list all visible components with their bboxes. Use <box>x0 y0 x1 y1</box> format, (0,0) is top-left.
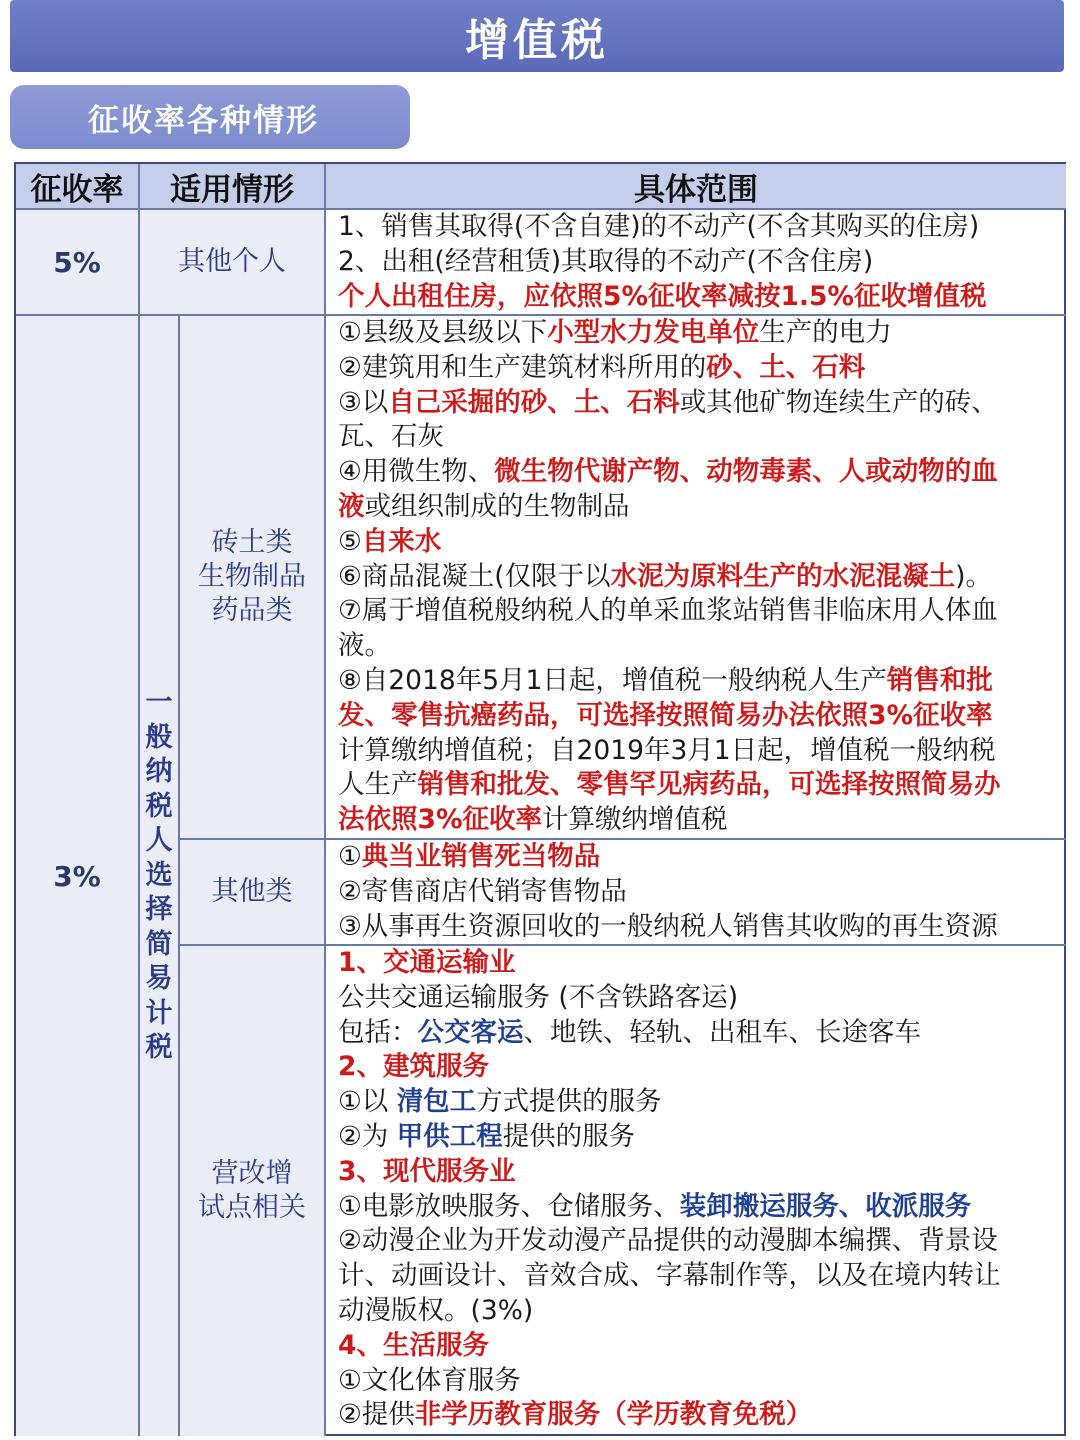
scope-text: 公共交通运输服务 (不含铁路客运) <box>338 981 739 1013</box>
scope-line <box>338 280 1062 315</box>
highlight-text: 非学历教育服务（学历教育免税） <box>414 1399 813 1431</box>
scope-text: 液。 <box>338 630 391 662</box>
rate-5-cell <box>16 210 140 316</box>
page-title: 增值税 <box>465 15 609 66</box>
header-scope: 具体范围 <box>326 164 1066 210</box>
scope-line <box>338 875 1062 910</box>
scope-line <box>338 1016 1062 1051</box>
section-title: 征收率各种情形 <box>88 102 319 139</box>
highlight-text: 微生物代谢产物、动物毒素、人或动物的血 <box>494 456 998 488</box>
scope-line <box>338 1085 1062 1120</box>
scope-line <box>338 1294 1062 1329</box>
scope-line <box>338 1364 1062 1399</box>
highlight-text: 个人出租住房，应依照5%征收率减按1.5%征收增值税 <box>338 280 987 312</box>
scope-vat-reform-cell <box>326 946 1066 1436</box>
scope-line <box>338 455 1062 490</box>
scope-text: ⑤ <box>338 525 362 557</box>
scope-5-cell <box>326 210 1066 316</box>
scope-text: )。 <box>955 560 992 592</box>
scope-text: ③从事再生资源回收的一般纳税人销售其收购的再生资源 <box>338 910 998 942</box>
scope-line <box>338 386 1062 421</box>
scope-text: ③以 <box>338 386 389 418</box>
section-tab <box>10 85 410 149</box>
scope-line <box>338 1329 1062 1364</box>
scope-text: 方式提供的服务 <box>476 1086 662 1118</box>
scope-text: ⑦属于增值税般纳税人的单采血浆站销售非临床用人体血 <box>338 595 998 627</box>
scope-text: ②寄售商店代销寄售物品 <box>338 875 627 907</box>
highlight-text: 发、零售抗癌药品，可选择按照简易办法依照3%征收率 <box>338 699 993 731</box>
highlight-text: 清包工 <box>396 1086 477 1118</box>
scenario-brick-bio-drug: 砖土类 生物制品 药品类 <box>198 527 306 626</box>
highlight-text: 装卸搬运服务、收派服务 <box>679 1190 972 1222</box>
highlight-text: 砂、土、石料 <box>706 351 866 383</box>
scope-vat-reform-lines <box>338 946 1062 1433</box>
scope-line <box>338 734 1062 769</box>
scope-other-types-lines <box>338 840 1062 944</box>
scope-line <box>338 1155 1062 1190</box>
scope-line <box>338 1120 1062 1155</box>
scope-line <box>338 981 1062 1016</box>
scope-text: 包括： <box>338 1016 418 1048</box>
scope-text: 1、销售其取得(不含自建)的不动产(不含其购买的住房) <box>338 211 980 242</box>
group-label-cell <box>140 316 180 1436</box>
scope-text: 2、出租(经营租赁)其取得的不动产(不含住房) <box>338 245 874 277</box>
scope-line <box>338 946 1062 981</box>
highlight-text: 自己采掘的砂、土、石料 <box>388 386 680 418</box>
scope-text: 计算缴纳增值税 <box>542 804 728 836</box>
highlight-text: 公交客运 <box>417 1016 524 1048</box>
group-label-general-taxpayer: 一般纳税人选择简易计税 <box>145 687 173 1064</box>
highlight-text: 液 <box>338 490 365 522</box>
scope-line <box>338 803 1062 838</box>
scope-line <box>338 210 1062 245</box>
scope-line <box>338 840 1062 875</box>
scope-line <box>338 351 1062 386</box>
rate-5-value: 5% <box>53 245 101 279</box>
scope-text: ①文化体育服务 <box>338 1364 521 1396</box>
scope-text: ①县级及县级以下 <box>338 317 548 348</box>
highlight-text: 3、现代服务业 <box>338 1155 516 1187</box>
scope-text: 计算缴纳增值税；自2019年3月1日起，增值税一般纳税 <box>338 734 996 766</box>
scope-text: ②动漫企业为开发动漫产品提供的动漫脚本编撰、背景设 <box>338 1225 998 1257</box>
scope-text: ②建筑用和生产建筑材料所用的 <box>338 351 707 383</box>
highlight-text: 法依照3%征收率 <box>338 804 542 836</box>
scope-text: ①电影放映服务、仓储服务、 <box>338 1190 680 1222</box>
rate-3-cell <box>16 316 140 1436</box>
scope-text: 动漫版权。(3%) <box>338 1294 534 1326</box>
scope-line <box>338 525 1062 560</box>
scenario-other-individuals-cell <box>140 210 326 316</box>
scope-other-types-cell <box>326 840 1066 946</box>
scope-line <box>338 699 1062 734</box>
scope-text: ②为 <box>338 1120 397 1152</box>
scope-text: 、地铁、轻轨、出租车、长途客车 <box>523 1016 921 1048</box>
scenario-other-types: 其他类 <box>211 876 293 907</box>
scope-line <box>338 1398 1062 1433</box>
scope-text: ⑥商品混凝土(仅限于以 <box>338 560 611 592</box>
highlight-text: 销售和批发、零售罕见病药品，可选择按照简易办 <box>417 769 1001 801</box>
scope-text: ⑧自2018年5月1日起，增值税一般纳税人生产 <box>338 664 887 696</box>
scope-text: 计、动画设计、音效合成、字幕制作等，以及在境内转让 <box>338 1260 1001 1292</box>
scope-line <box>338 594 1062 629</box>
scope-text: 生产的电力 <box>759 317 892 348</box>
tax-rate-table <box>14 162 1066 1436</box>
scope-5-lines <box>338 210 1062 314</box>
scenario-other-individuals: 其他个人 <box>178 246 286 277</box>
highlight-text: 典当业销售死当物品 <box>361 841 601 872</box>
scope-line <box>338 1259 1062 1294</box>
scope-text: 瓦、石灰 <box>338 421 444 453</box>
scope-line <box>338 490 1062 525</box>
highlight-text: 1、交通运输业 <box>338 947 516 978</box>
highlight-text: 2、建筑服务 <box>338 1051 489 1083</box>
header-scenario: 适用情形 <box>140 164 326 210</box>
scope-text: ① <box>338 841 362 872</box>
scope-text: 提供的服务 <box>502 1120 636 1152</box>
scope-brick-bio-drug-cell <box>326 316 1066 840</box>
highlight-text: 4、生活服务 <box>338 1329 489 1361</box>
scope-line <box>338 1224 1062 1259</box>
scope-line <box>338 560 1062 595</box>
scope-line <box>338 245 1062 280</box>
scope-line <box>338 316 1062 351</box>
rate-3-value: 3% <box>53 859 101 893</box>
scope-text: ①以 <box>338 1086 397 1118</box>
header-rate: 征收率 <box>16 164 140 210</box>
highlight-text: 甲供工程 <box>396 1120 503 1152</box>
scope-brick-bio-drug-lines <box>338 316 1062 838</box>
scope-line <box>338 1050 1062 1085</box>
scope-text: ④用微生物、 <box>338 456 495 488</box>
highlight-text: 小型水力发电单位 <box>547 317 760 348</box>
scenario-other-types-cell <box>180 840 326 946</box>
scope-text: 或组织制成的生物制品 <box>364 490 630 522</box>
scenario-vat-reform: 营改增 试点相关 <box>198 1158 306 1223</box>
scenario-vat-reform-cell <box>180 946 326 1436</box>
highlight-text: 自来水 <box>361 525 442 557</box>
scope-text: ②提供 <box>338 1399 415 1431</box>
highlight-text: 水泥为原料生产的水泥混凝土 <box>610 560 956 592</box>
scope-line <box>338 629 1062 664</box>
scope-text: 人生产 <box>338 769 418 801</box>
scope-line <box>338 768 1062 803</box>
scope-line <box>338 420 1062 455</box>
scope-line <box>338 664 1062 699</box>
scope-line <box>338 1190 1062 1225</box>
scope-text: 或其他矿物连续生产的砖、 <box>679 386 998 418</box>
scenario-brick-bio-drug-cell <box>180 316 326 840</box>
highlight-text: 销售和批 <box>886 664 993 696</box>
page-title-banner <box>10 0 1064 72</box>
scope-line <box>338 910 1062 945</box>
